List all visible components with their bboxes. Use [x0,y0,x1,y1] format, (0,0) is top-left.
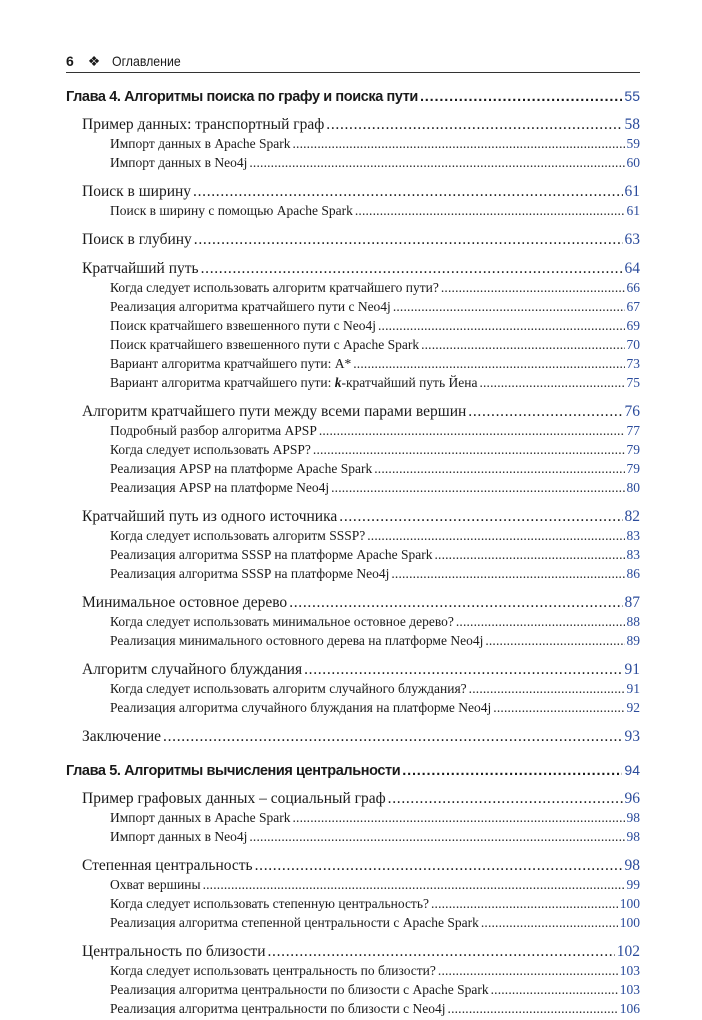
toc-entry-title: Заключение [82,728,162,745]
toc-section-entry[interactable] [66,857,640,877]
dot-leader [367,528,624,544]
toc-sub-entry[interactable] [66,877,640,896]
toc-section-entry[interactable] [66,231,640,251]
toc-entry-title: Реализация алгоритма случайного блуждания на платформе Neo4j [110,700,492,715]
dot-leader [469,681,625,697]
dot-leader [393,299,625,315]
toc-entry-title [110,375,477,391]
dot-leader [481,915,618,931]
dot-leader [194,231,623,249]
toc-page-number[interactable]: 67 [626,299,640,314]
dot-leader [193,183,622,201]
toc-page-number[interactable]: 99 [626,877,640,892]
dot-leader [468,403,622,421]
toc-entry-title: Реализация APSP на платформе Apache Spark [110,461,373,476]
toc-page-number[interactable]: 98 [624,857,640,874]
toc-entry-title-suffix: -кратчайший путь Йена [341,375,478,390]
toc-entry-title-emphasis: k [334,375,342,390]
toc-sub-entry[interactable] [66,896,640,915]
toc-page-number[interactable]: 102 [616,943,640,960]
dot-leader [431,896,618,912]
toc-sub-entry[interactable] [66,566,640,585]
toc-page-number[interactable]: 89 [626,633,640,648]
dot-leader [331,480,624,496]
toc-sub-entry[interactable] [66,829,640,848]
toc-sub-entry[interactable] [66,633,640,652]
toc-section-entry[interactable] [66,594,640,614]
toc-sub-entry[interactable] [66,461,640,480]
table-of-contents [66,88,640,1020]
dot-leader [292,810,624,826]
toc-sub-entry[interactable] [66,318,640,337]
toc-entry-title: Поиск кратчайшего взвешенного пути с Neo4j [110,318,376,333]
toc-entry-title: Минимальное остовное дерево [82,594,288,611]
dot-leader [339,508,622,526]
toc-page-number[interactable]: 103 [619,963,640,978]
dot-leader [163,728,622,746]
toc-page-number[interactable]: 100 [619,915,640,930]
dot-leader [402,763,622,779]
dot-leader [420,89,622,105]
toc-entry-title: Когда следует использовать APSP? [110,442,311,457]
toc-section-entry[interactable] [66,661,640,681]
dot-leader [203,877,625,893]
toc-sub-entry[interactable] [66,337,640,356]
toc-entry-title: Реализация APSP на платформе Neo4j [110,480,330,495]
toc-sub-entry[interactable] [66,963,640,982]
toc-entry-title: Пример графовых данных – социальный граф [82,790,386,807]
toc-page-number[interactable]: 87 [624,594,640,611]
dot-leader [255,857,623,875]
toc-page-number[interactable]: 60 [626,155,640,170]
toc-page-number[interactable]: 55 [624,88,640,104]
toc-page-number[interactable]: 100 [619,896,640,911]
dot-leader [249,155,624,171]
toc-entry-title: Когда следует использовать степенную центральность? [110,896,429,911]
toc-entry-title: Поиск в ширину с помощью Apache Spark [110,203,353,218]
toc-entry-title: Реализация минимального остовного дерева на платформе Neo4j [110,633,484,648]
toc-sub-entry[interactable] [66,203,640,222]
toc-page-number[interactable]: 93 [624,728,640,745]
toc-section-entry[interactable] [66,508,640,528]
toc-sub-entry[interactable] [66,528,640,547]
toc-page-number[interactable]: 82 [624,508,640,525]
dot-leader [479,375,624,391]
toc-page-number[interactable]: 77 [626,423,640,438]
toc-sub-entry[interactable] [66,810,640,829]
dot-leader [391,566,624,582]
toc-entry-title: Реализация алгоритма степенной центральности с Apache Spark [110,915,479,930]
dot-leader [355,203,625,219]
toc-page-number[interactable]: 61 [626,203,640,218]
toc-sub-entry[interactable] [66,423,640,442]
dot-leader [201,260,623,278]
dot-leader [292,136,624,152]
toc-page-number[interactable]: 79 [626,461,640,476]
page-number: 6 [66,53,74,69]
toc-sub-entry[interactable] [66,700,640,719]
toc-entry-title: Реализация алгоритма SSSP на платформе Neo4j [110,566,390,581]
toc-sub-entry[interactable] [66,1001,640,1020]
dot-leader [485,633,624,649]
toc-entry-title: Кратчайший путь из одного источника [82,508,338,525]
dot-leader [493,700,624,716]
toc-entry-title: Когда следует использовать алгоритм SSSP? [110,528,366,543]
toc-section-entry[interactable] [66,260,640,280]
toc-entry-title: Глава 4. Алгоритмы поиска по графу и поиска пути [66,89,418,105]
toc-entry-title: Реализация алгоритма SSSP на платформе Apache Spark [110,547,433,562]
dot-leader [353,356,624,372]
ornament-icon: ❖ [87,52,101,69]
toc-page-number[interactable]: 96 [624,790,640,807]
toc-page-number[interactable]: 79 [626,442,640,457]
toc-entry-title: Поиск в ширину [82,183,192,200]
page-header [66,50,640,73]
toc-sub-entry[interactable] [66,442,640,461]
toc-entry-title: Кратчайший путь [82,260,199,277]
toc-entry-title: Поиск в глубину [82,231,192,248]
toc-page-number[interactable]: 91 [626,681,640,696]
dot-leader [456,614,625,630]
toc-page-number[interactable]: 58 [624,116,640,133]
toc-section-entry[interactable] [66,790,640,810]
toc-page-number[interactable]: 63 [624,231,640,248]
toc-entry-title: Импорт данных в Neo4j [110,155,248,170]
toc-entry-title: Вариант алгоритма кратчайшего пути: A* [110,356,352,371]
toc-page-number[interactable]: 98 [626,810,640,825]
toc-page-number[interactable]: 80 [626,480,640,495]
toc-entry-title: Реализация алгоритма центральности по близости с Apache Spark [110,982,489,997]
toc-page-number[interactable]: 86 [626,566,640,581]
toc-entry-title: Реализация алгоритма кратчайшего пути с Neo4j [110,299,391,314]
toc-page-number[interactable]: 103 [619,982,640,997]
toc-entry-title: Импорт данных в Neo4j [110,829,248,844]
toc-entry-title: Алгоритм кратчайшего пути между всеми парами вершин [82,403,467,420]
toc-page-number[interactable]: 69 [626,318,640,333]
toc-sub-entry[interactable] [66,982,640,1001]
toc-page-number[interactable]: 64 [624,260,640,277]
toc-entry-title: Когда следует использовать центральность по близости? [110,963,436,978]
toc-section-entry[interactable] [66,183,640,203]
toc-section-entry[interactable] [66,943,640,963]
toc-sub-entry[interactable] [66,155,640,174]
toc-sub-entry[interactable] [66,299,640,318]
toc-page-number[interactable]: 88 [626,614,640,629]
toc-entry-title: Импорт данных в Apache Spark [110,810,291,825]
toc-entry-title: Центральность по близости [82,943,266,960]
toc-page-number[interactable]: 94 [624,762,640,778]
toc-page-number[interactable]: 76 [624,403,640,420]
toc-sub-entry[interactable] [66,614,640,633]
dot-leader [441,280,625,296]
dot-leader [313,442,625,458]
toc-page-number[interactable]: 92 [626,700,640,715]
dot-leader [304,661,622,679]
toc-entry-title: Когда следует использовать алгоритм кратчайшего пути? [110,280,439,295]
toc-entry-title: Подробный разбор алгоритма APSP [110,423,317,438]
dot-leader [421,337,624,353]
toc-sub-entry[interactable] [66,280,640,299]
dot-leader [249,829,624,845]
toc-page-number[interactable]: 61 [624,183,640,200]
toc-entry-title: Когда следует использовать алгоритм случайного блуждания? [110,681,467,696]
toc-entry-title: Реализация алгоритма центральности по близости с Neo4j [110,1001,446,1016]
toc-entry-title: Поиск кратчайшего взвешенного пути с Apache Spark [110,337,420,352]
toc-sub-entry[interactable] [66,136,640,155]
toc-entry-title-prefix: Вариант алгоритма кратчайшего пути: [110,375,335,390]
toc-chapter-entry[interactable] [66,762,640,788]
dot-leader [438,963,618,979]
toc-entry-title: Степенная центральность [82,857,253,874]
toc-sub-entry[interactable] [66,915,640,934]
toc-entry-title: Глава 5. Алгоритмы вычисления центральности [66,763,401,779]
dot-leader [378,318,625,334]
toc-page-number[interactable]: 59 [626,136,640,151]
toc-page-number[interactable]: 73 [626,356,640,371]
toc-page-number[interactable]: 75 [626,375,640,390]
toc-entry-title: Охват вершины [110,877,201,892]
toc-page-number[interactable]: 66 [626,280,640,295]
toc-page-number[interactable]: 98 [626,829,640,844]
running-title: Оглавление [112,53,182,69]
toc-sub-entry[interactable] [66,356,640,375]
dot-leader [388,790,623,808]
dot-leader [491,982,618,998]
toc-sub-entry[interactable] [66,681,640,700]
chapter-gap [66,748,640,762]
toc-entry-title: Пример данных: транспортный граф [82,116,325,133]
dot-leader [374,461,624,477]
toc-page-number[interactable]: 83 [626,528,640,543]
toc-entry-title: Когда следует использовать минимальное остовное дерево? [110,614,454,629]
toc-section-entry[interactable] [66,116,640,136]
toc-page-number[interactable]: 83 [626,547,640,562]
toc-entry-title: Алгоритм случайного блуждания [82,661,303,678]
toc-page-number[interactable]: 91 [624,661,640,678]
dot-leader [289,594,622,612]
toc-sub-entry[interactable] [66,547,640,566]
dot-leader [326,116,622,134]
toc-section-entry[interactable] [66,403,640,423]
toc-section-entry[interactable] [66,728,640,748]
toc-page-number[interactable]: 106 [619,1001,640,1016]
toc-chapter-entry[interactable] [66,88,640,114]
dot-leader [319,423,625,439]
dot-leader [448,1001,618,1017]
toc-sub-entry[interactable] [66,480,640,499]
toc-page-number[interactable]: 70 [626,337,640,352]
dot-leader [268,943,615,961]
toc-sub-entry[interactable] [66,375,640,394]
toc-entry-title: Импорт данных в Apache Spark [110,136,291,151]
dot-leader [434,547,624,563]
